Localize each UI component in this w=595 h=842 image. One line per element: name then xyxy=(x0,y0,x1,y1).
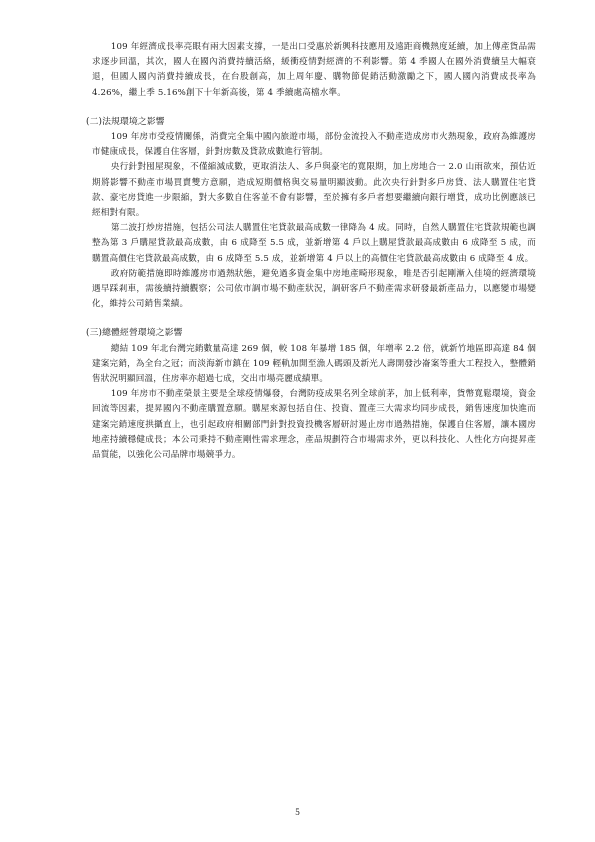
section-heading-regulatory: (二)法規環境之影響 xyxy=(86,116,165,127)
regulatory-paragraph-4: 政府防範措施即時維護房市過熱狀態，避免過多資金集中房地產畸形現象，唯是否引起剛漸入佳境的經濟環境遇早踩剎車，需後續持續觀察；公司依市調市場不動產狀況，調研客戶不動產需求研發最新產品力，以應變市場變化，維持公司銷售業績。 xyxy=(92,268,536,310)
document-body xyxy=(86,40,536,463)
section-heading-operating: (三)總體經營環境之影響 xyxy=(86,328,183,339)
regulatory-paragraph-1: 109 年房市受疫情關係，消費完全集中國內旅遊市場，部份金流投入不動產造成房市火熱現象，政府為維護房市健康成長，保護自住客層，針對房數及貸款成數進行管制。 xyxy=(92,132,536,158)
intro-paragraph: 109 年經濟成長率亮眼有兩大因素支撐，一是出口受惠於新興科技應用及遠距商機熱度延續，加上傳產貨品需求逐步回溫，其次，國人在國內消費持續活絡，緩衝疫情對經濟的不利影響。第 4 季國人在國外消費續呈大幅衰退，但國人國內消費持續成長，在台股創高，加上周年慶、購物節促銷活動激勵之下，國人國內消費成長率為 4.26%，繼上季 5.16%創下十年新高後，第 4 季續處高檔水準。 xyxy=(92,42,536,98)
operating-paragraph-1: 總結 109 年北台灣完銷數量高達 269 個，較 108 年暴增 185 個，年增率 2.2 倍，就新竹地區即高達 84 個建案完銷，為全台之冠；而淡海新市鎮在 109 輕軌加開至漁人碼頭及新光人壽開發沙崙案等重大工程投入，整體銷售狀況明顯回溫，住房率亦超過七成，交出市場亮麗成績單。 xyxy=(92,343,536,385)
operating-paragraph-2: 109 年房市不動產榮景主要是全球疫情爆發，台灣防疫成果名列全球前茅，加上低利率，貨幣寬鬆環境，資金回流等因素，提昇國內不動產購置意願。購屋來源包括自住、投資、置產三大需求均同步成長，銷售速度加快進而建案完銷速度拱攝直上，也引起政府相關部門針對投資投機客層研討遏止房市過熱措施，保護自住客層，讓本國房地產持續穩健成長；本公司秉持不動產剛性需求理念，產品規劃符合市場需求外，更以科技化、人性化方向提昇產品質能，以強化公司品牌市場競爭力。 xyxy=(92,389,536,461)
regulatory-paragraph-2: 央行針對囤屋現象，不僅縮減成數，更取消法人、多戶與豪宅的寬限期，加上房地合一 2.0 山雨欲來，預估近期將影響不動產市場買賣雙方意願，造成短期價格與交易量明顯波動。此次央行針對多戶房貸、法人購置住宅貸款、豪宅房貸進一步限縮，對大多數自住客並不會有影響，至於擁有多戶者想要繼續向銀行增貸，成功比例應該已經相對有限。 xyxy=(92,162,536,219)
page-number: 5 xyxy=(295,807,300,817)
regulatory-paragraph-3: 第二波打炒房措施，包括公司法人購置住宅貸款最高成數一律降為 4 成。同時，自然人購置住宅貸款規範也調整為第 3 戶購屋貸款最高成數，由 6 成降至 5.5 成，並新增第 4 戶以上購屋貸款最高成數由 6 成降至 5 成，而購置高價住宅貸款最高成數，由 6 成降至 5.5 成，並新增第 4 戶以上的高價住宅貸款最高成數由 6 成降至 4 成。 xyxy=(92,223,536,264)
